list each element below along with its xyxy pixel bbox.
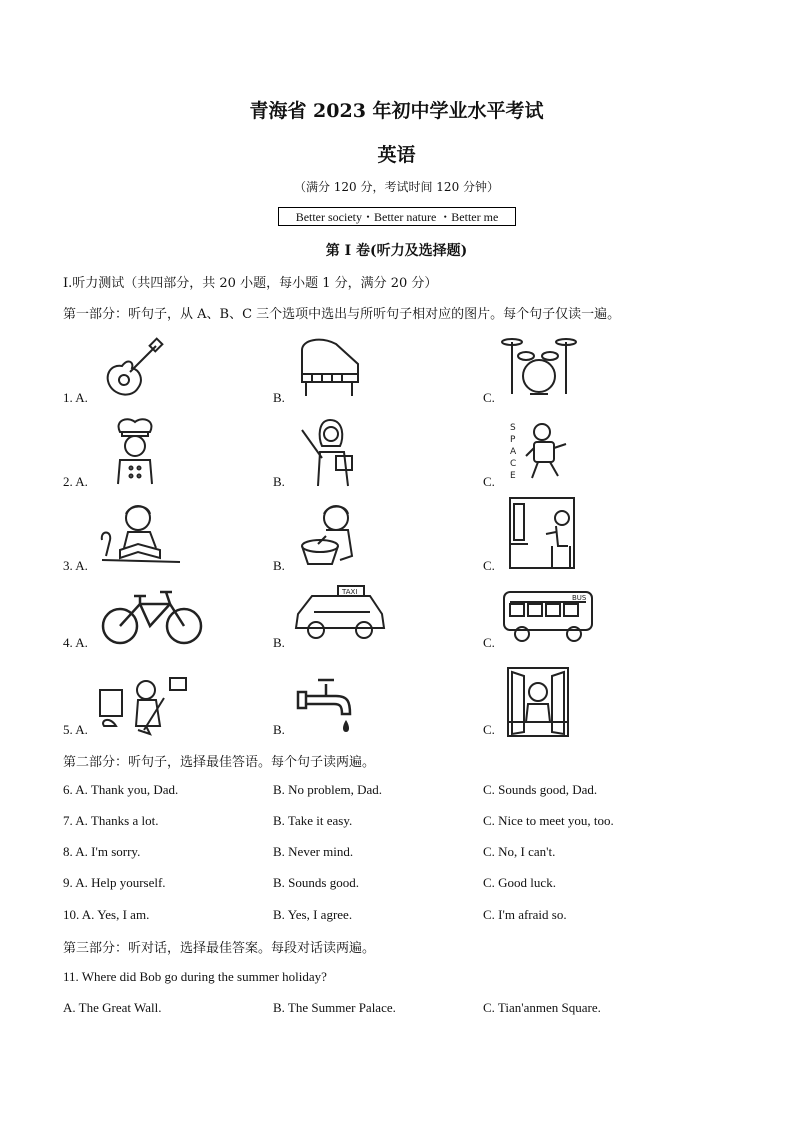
q11-option-b: B. The Summer Palace.: [273, 1000, 396, 1015]
svg-text:S: S: [510, 423, 516, 433]
student-reading-icon: [98, 500, 184, 570]
chef-icon: [104, 414, 166, 486]
exam-note: （满分 120 分，考试时间 120 分钟）: [293, 180, 500, 194]
q1-label-c: C.: [483, 390, 495, 405]
part3-instruction: 第三部分：听对话，选择最佳答案。每段对话读两遍。: [63, 941, 376, 956]
q5-label-c: C.: [483, 722, 495, 737]
q6-option-c: C. Sounds good, Dad.: [483, 782, 598, 797]
volume-title: 第 I 卷(听力及选择题): [325, 243, 468, 259]
piano-icon: [296, 334, 364, 400]
girl-sweeping-icon: [98, 670, 190, 736]
bus-icon: [502, 588, 594, 644]
tap-icon: [296, 670, 358, 736]
subject-title: 英语: [377, 144, 416, 166]
q3-label-c: C.: [483, 558, 495, 573]
q11-option-a: A. The Great Wall.: [63, 1000, 162, 1015]
q2-label-c: C.: [483, 474, 495, 489]
exam-title: 青海省 2023 年初中学业水平考试: [249, 100, 544, 122]
svg-text:P: P: [510, 435, 516, 445]
q10-option-a: 10. A. Yes, I am.: [63, 907, 150, 922]
q8-option-c: C. No, I can't.: [483, 844, 556, 859]
teacher-icon: [296, 412, 368, 488]
drum-kit-icon: [500, 334, 578, 398]
q8-option-a: 8. A. I'm sorry.: [63, 844, 141, 859]
q3-label-b: B.: [273, 558, 285, 573]
q2-label-b: B.: [273, 474, 285, 489]
svg-text:C: C: [510, 459, 517, 469]
q8-option-b: B. Never mind.: [273, 844, 354, 859]
q9-option-a: 9. A. Help yourself.: [63, 875, 166, 890]
q10-option-b: B. Yes, I agree.: [273, 907, 353, 922]
q10-option-c: C. I'm afraid so.: [483, 907, 567, 922]
svg-text:E: E: [510, 471, 516, 481]
boy-at-window-icon: [506, 666, 570, 738]
q3-label-a: 3. A.: [63, 558, 88, 573]
astronaut-icon: [508, 418, 574, 486]
boy-washing-icon: [296, 500, 368, 570]
section-heading: I.听力测试（共四部分，共 20 小题，每小题 1 分，满分 20 分）: [63, 276, 438, 291]
q6-option-a: 6. A. Thank you, Dad.: [63, 782, 179, 797]
q1-label-b: B.: [273, 390, 285, 405]
q1-label-a: 1. A.: [63, 390, 88, 405]
q9-option-c: C. Good luck.: [483, 875, 556, 890]
q4-label-b: B.: [273, 635, 285, 650]
bicycle-icon: [100, 588, 204, 646]
q9-option-b: B. Sounds good.: [273, 875, 359, 890]
q7-option-b: B. Take it easy.: [273, 813, 353, 828]
q7-option-c: C. Nice to meet you, too.: [483, 813, 614, 828]
svg-text:TAXI: TAXI: [342, 588, 358, 596]
svg-text:BUS: BUS: [572, 594, 587, 602]
taxi-icon: [290, 584, 388, 646]
q2-label-a: 2. A.: [63, 474, 88, 489]
svg-text:A: A: [510, 447, 517, 457]
motto-box: Better society・Better nature ・Better me: [278, 207, 516, 226]
guitar-icon: [98, 336, 168, 402]
q6-option-b: B. No problem, Dad.: [273, 782, 383, 797]
boy-watching-tv-icon: [508, 496, 576, 572]
q4-label-c: C.: [483, 635, 495, 650]
q11-option-c: C. Tian'anmen Square.: [483, 1000, 601, 1015]
part1-instruction: 第一部分：听句子，从 A、B、C 三个选项中选出与所听句子相对应的图片。每个句子仅读一遍。: [63, 307, 621, 322]
q7-option-a: 7. A. Thanks a lot.: [63, 813, 159, 828]
q5-label-b: B.: [273, 722, 285, 737]
q5-label-a: 5. A.: [63, 722, 88, 737]
q11-stem: 11. Where did Bob go during the summer holiday?: [63, 969, 327, 984]
q4-label-a: 4. A.: [63, 635, 88, 650]
part2-instruction: 第二部分：听句子，选择最佳答语。每个句子读两遍。: [63, 755, 376, 770]
